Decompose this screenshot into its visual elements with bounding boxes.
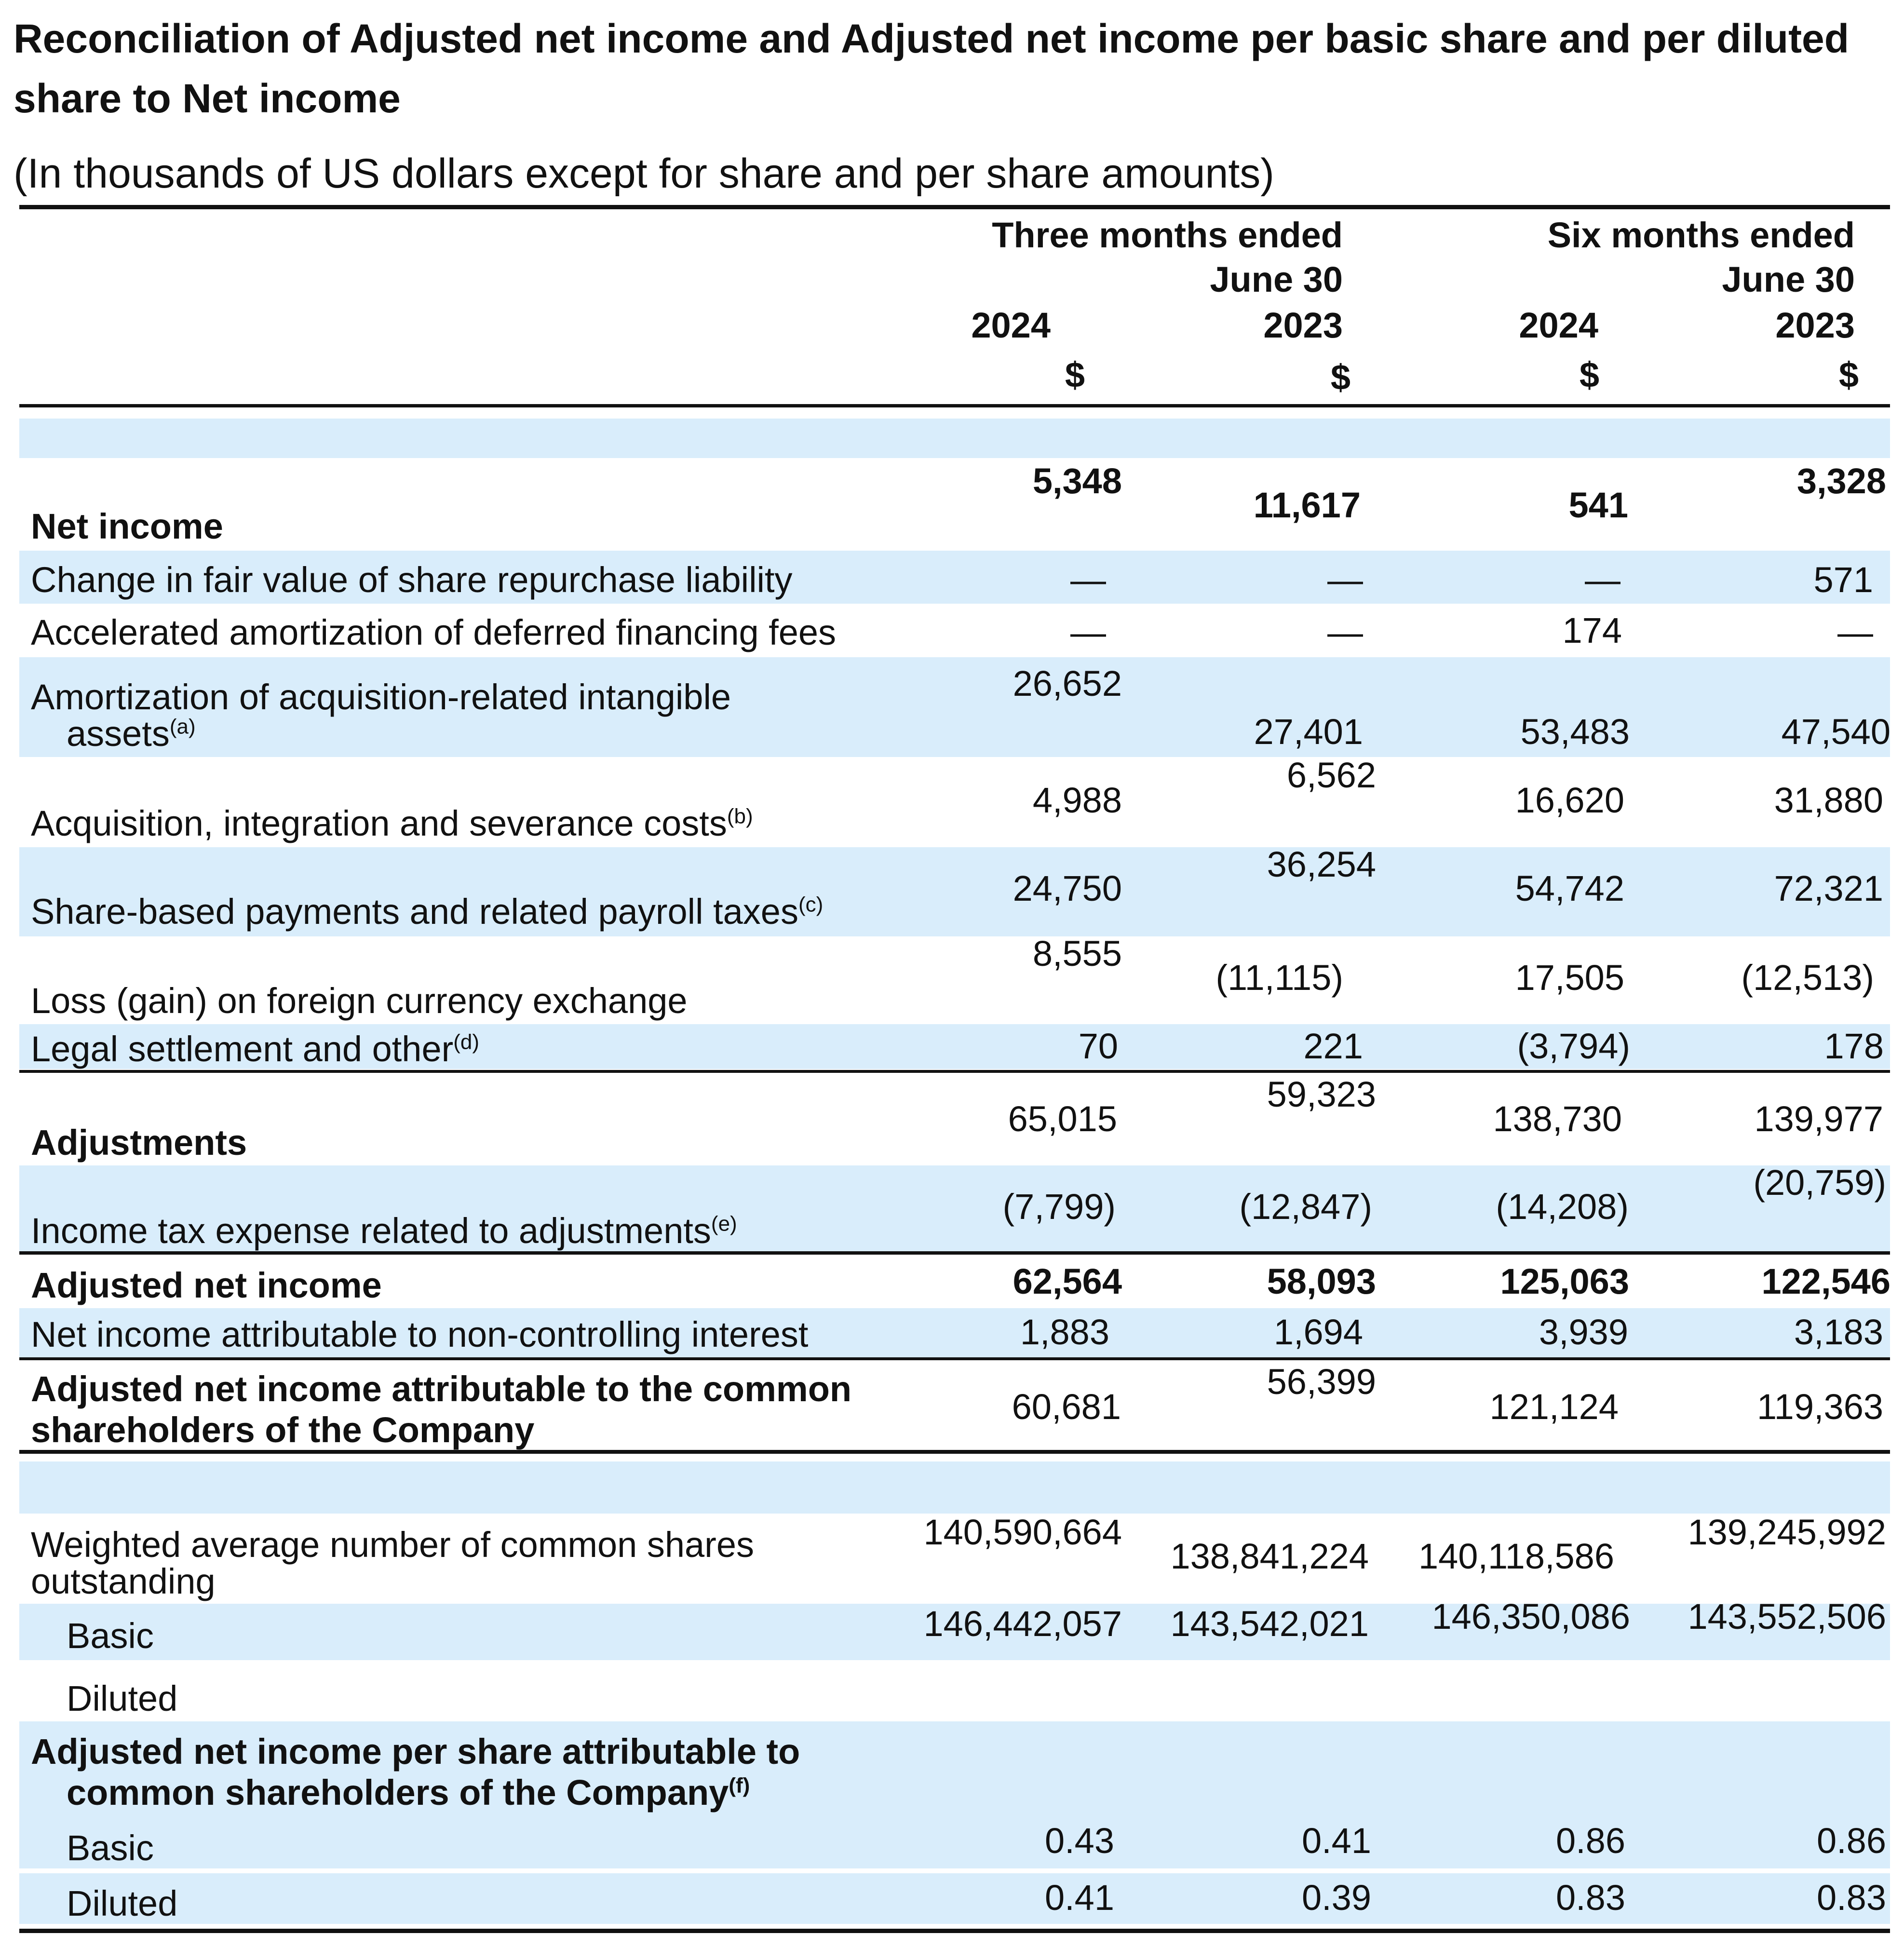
nci-q-2024: 1,883	[1020, 1312, 1109, 1352]
label-fx: Loss (gain) on foreign currency exchange	[31, 981, 688, 1021]
net-income-h-2023: 3,328	[1796, 461, 1886, 501]
band-spacer-2	[19, 1461, 1890, 1514]
per-share-basic-q-2023: 0.41	[1301, 1821, 1371, 1861]
adj-net-income-h-2023: 122,546	[1761, 1261, 1890, 1301]
amort-h-2023: 47,540	[1781, 712, 1890, 752]
header-six-months: Six months ended	[1547, 215, 1855, 255]
acq-costs-q-2024: 4,988	[1032, 780, 1122, 820]
fair-value-q-2024: —	[1070, 560, 1106, 600]
tax-h-2024: (14,208)	[1496, 1187, 1629, 1227]
amort-h-2024: 53,483	[1520, 712, 1630, 752]
label-amortization-line1: Amortization of acquisition-related intangible	[31, 677, 731, 717]
amort-q-2023: 27,401	[1254, 712, 1363, 752]
net-income-q-2024: 5,348	[1032, 461, 1122, 501]
label-tax-expense: Income tax expense related to adjustments$^{(e)}$	[31, 1211, 737, 1251]
fair-value-h-2024: —	[1585, 560, 1620, 600]
label-weighted-line1: Weighted average number of common shares	[31, 1525, 754, 1565]
per-share-diluted-h-2023: 0.83	[1816, 1878, 1886, 1918]
adj-common-q-2024: 60,681	[1012, 1387, 1121, 1427]
label-legal: Legal settlement and other$^{(d)}$	[31, 1029, 480, 1069]
adj-common-h-2023: 119,363	[1757, 1387, 1883, 1427]
weighted-diluted-h-2024: 146,350,086	[1431, 1596, 1630, 1637]
adjustments-q-2024: 65,015	[1008, 1099, 1117, 1139]
label-adjustments: Adjustments	[31, 1123, 247, 1163]
footnote-b: (b)	[727, 804, 753, 828]
label-per-share-diluted: Diluted	[67, 1883, 178, 1923]
acq-costs-h-2023: 31,880	[1774, 780, 1883, 820]
weighted-diluted-q-2023: 143,542,021	[1170, 1604, 1369, 1644]
nci-h-2023: 3,183	[1794, 1312, 1883, 1352]
label-weighted-basic: Basic	[67, 1616, 154, 1656]
per-share-diluted-q-2023: 0.39	[1301, 1878, 1371, 1918]
weighted-basic-q-2023: 138,841,224	[1170, 1536, 1369, 1576]
tax-h-2023: (20,759)	[1753, 1163, 1886, 1203]
fx-q-2024: 8,555	[1032, 933, 1122, 974]
nci-q-2023: 1,694	[1273, 1312, 1363, 1352]
acq-costs-h-2024: 16,620	[1515, 780, 1624, 820]
label-per-share-basic: Basic	[67, 1828, 154, 1868]
legal-q-2023: 221	[1303, 1026, 1363, 1066]
per-share-basic-h-2024: 0.86	[1555, 1821, 1625, 1861]
net-income-q-2023: 11,617	[1253, 485, 1361, 525]
label-accelerated-amortization: Accelerated amortization of deferred financing fees	[31, 612, 837, 652]
header-three-months: Three months ended	[992, 215, 1343, 255]
nci-h-2024: 3,939	[1539, 1312, 1628, 1352]
per-share-basic-h-2023: 0.86	[1816, 1821, 1886, 1861]
per-share-diluted-q-2024: 0.41	[1044, 1878, 1114, 1918]
top-rule	[19, 205, 1890, 209]
adjustments-h-2023: 139,977	[1754, 1099, 1883, 1139]
label-weighted-diluted: Diluted	[67, 1678, 178, 1718]
weighted-diluted-h-2023: 143,552,506	[1688, 1596, 1886, 1637]
legal-h-2024: (3,794)	[1517, 1026, 1630, 1066]
header-q-2024-currency: $	[1065, 355, 1085, 395]
header-six-months-june30: June 30	[1722, 259, 1855, 299]
fx-h-2023: (12,513)	[1741, 958, 1874, 998]
weighted-diluted-q-2024: 146,442,057	[923, 1604, 1122, 1644]
fx-h-2024: 17,505	[1515, 958, 1624, 998]
label-net-income: Net income	[31, 506, 223, 546]
per-share-basic-q-2024: 0.43	[1044, 1821, 1114, 1861]
accel-amort-h-2023: —	[1837, 612, 1873, 652]
header-h-2024: 2024	[1519, 305, 1598, 345]
per-share-diluted-h-2024: 0.83	[1555, 1878, 1625, 1918]
header-q-2024: 2024	[971, 305, 1051, 345]
label-nci: Net income attributable to non-controlling interest	[31, 1314, 809, 1354]
header-h-2023: 2023	[1775, 305, 1855, 345]
tax-q-2024: (7,799)	[1002, 1187, 1116, 1227]
accel-amort-q-2023: —	[1327, 612, 1363, 652]
label-adjusted-net-income: Adjusted net income	[31, 1265, 382, 1305]
adj-common-q-2023: 56,399	[1267, 1362, 1376, 1402]
band-spacer-1	[19, 419, 1890, 458]
bottom-rule	[19, 1929, 1890, 1933]
adj-net-income-h-2024: 125,063	[1500, 1261, 1629, 1301]
share-based-h-2024: 54,742	[1515, 868, 1624, 908]
accel-amort-h-2024: 174	[1562, 610, 1622, 650]
label-share-based: Share-based payments and related payroll taxes$^{(c)}$	[31, 892, 824, 932]
fx-q-2023: (11,115)	[1215, 958, 1343, 998]
footnote-e: (e)	[711, 1212, 737, 1236]
adjustments-h-2024: 138,730	[1493, 1099, 1622, 1139]
adj-common-h-2024: 121,124	[1489, 1387, 1619, 1427]
share-based-h-2023: 72,321	[1774, 868, 1883, 908]
fair-value-q-2023: —	[1327, 560, 1363, 600]
tax-q-2023: (12,847)	[1239, 1187, 1372, 1227]
footnote-f: (f)	[729, 1773, 750, 1798]
weighted-basic-q-2024: 140,590,664	[923, 1512, 1122, 1552]
footnote-d: (d)	[453, 1030, 480, 1054]
label-acquisition-costs: Acquisition, integration and severance costs$^{(b)}$	[31, 803, 753, 843]
label-adj-common-line1: Adjusted net income attributable to the common	[31, 1369, 852, 1409]
weighted-basic-h-2024: 140,118,586	[1418, 1536, 1614, 1576]
header-rule	[19, 404, 1890, 407]
label-per-share-line1: Adjusted net income per share attributable to	[31, 1732, 800, 1772]
adjustments-q-2023: 59,323	[1267, 1074, 1376, 1114]
share-based-q-2023: 36,254	[1267, 844, 1376, 884]
footnote-c: (c)	[798, 893, 824, 917]
header-h-2023-currency: $	[1838, 355, 1859, 395]
legal-q-2024: 70	[1078, 1026, 1118, 1066]
label-per-share-line2: common shareholders of the Company$^{(f)}$	[67, 1772, 750, 1813]
label-fair-value: Change in fair value of share repurchase liability	[31, 560, 793, 600]
label-amortization-line2: assets$^{(a)}$	[67, 714, 196, 754]
fair-value-h-2023: 571	[1813, 560, 1873, 600]
adj-net-income-q-2024: 62,564	[1013, 1261, 1122, 1301]
amort-q-2024: 26,652	[1013, 663, 1122, 703]
header-q-2023: 2023	[1263, 305, 1343, 345]
label-weighted-line2: outstanding	[31, 1561, 216, 1601]
share-based-q-2024: 24,750	[1013, 868, 1122, 908]
weighted-basic-h-2023: 139,245,992	[1688, 1512, 1886, 1552]
header-q-2023-currency: $	[1330, 357, 1350, 397]
net-income-h-2024: 541	[1568, 485, 1628, 525]
header-h-2024-currency: $	[1579, 355, 1599, 395]
report-subtitle: (In thousands of US dollars except for share and per share amounts)	[14, 150, 1274, 197]
accel-amort-q-2024: —	[1070, 612, 1106, 652]
label-adj-common-line2: shareholders of the Company	[31, 1410, 535, 1450]
legal-h-2023: 178	[1824, 1026, 1884, 1066]
adj-net-income-q-2023: 58,093	[1267, 1261, 1376, 1301]
footnote-a: (a)	[169, 715, 196, 739]
header-three-months-june30: June 30	[1210, 259, 1343, 299]
report-title: Reconciliation of Adjusted net income and Adjusted net income per basic share and per diluted share to Net income	[14, 16, 1850, 121]
acq-costs-q-2023: 6,562	[1286, 755, 1376, 795]
